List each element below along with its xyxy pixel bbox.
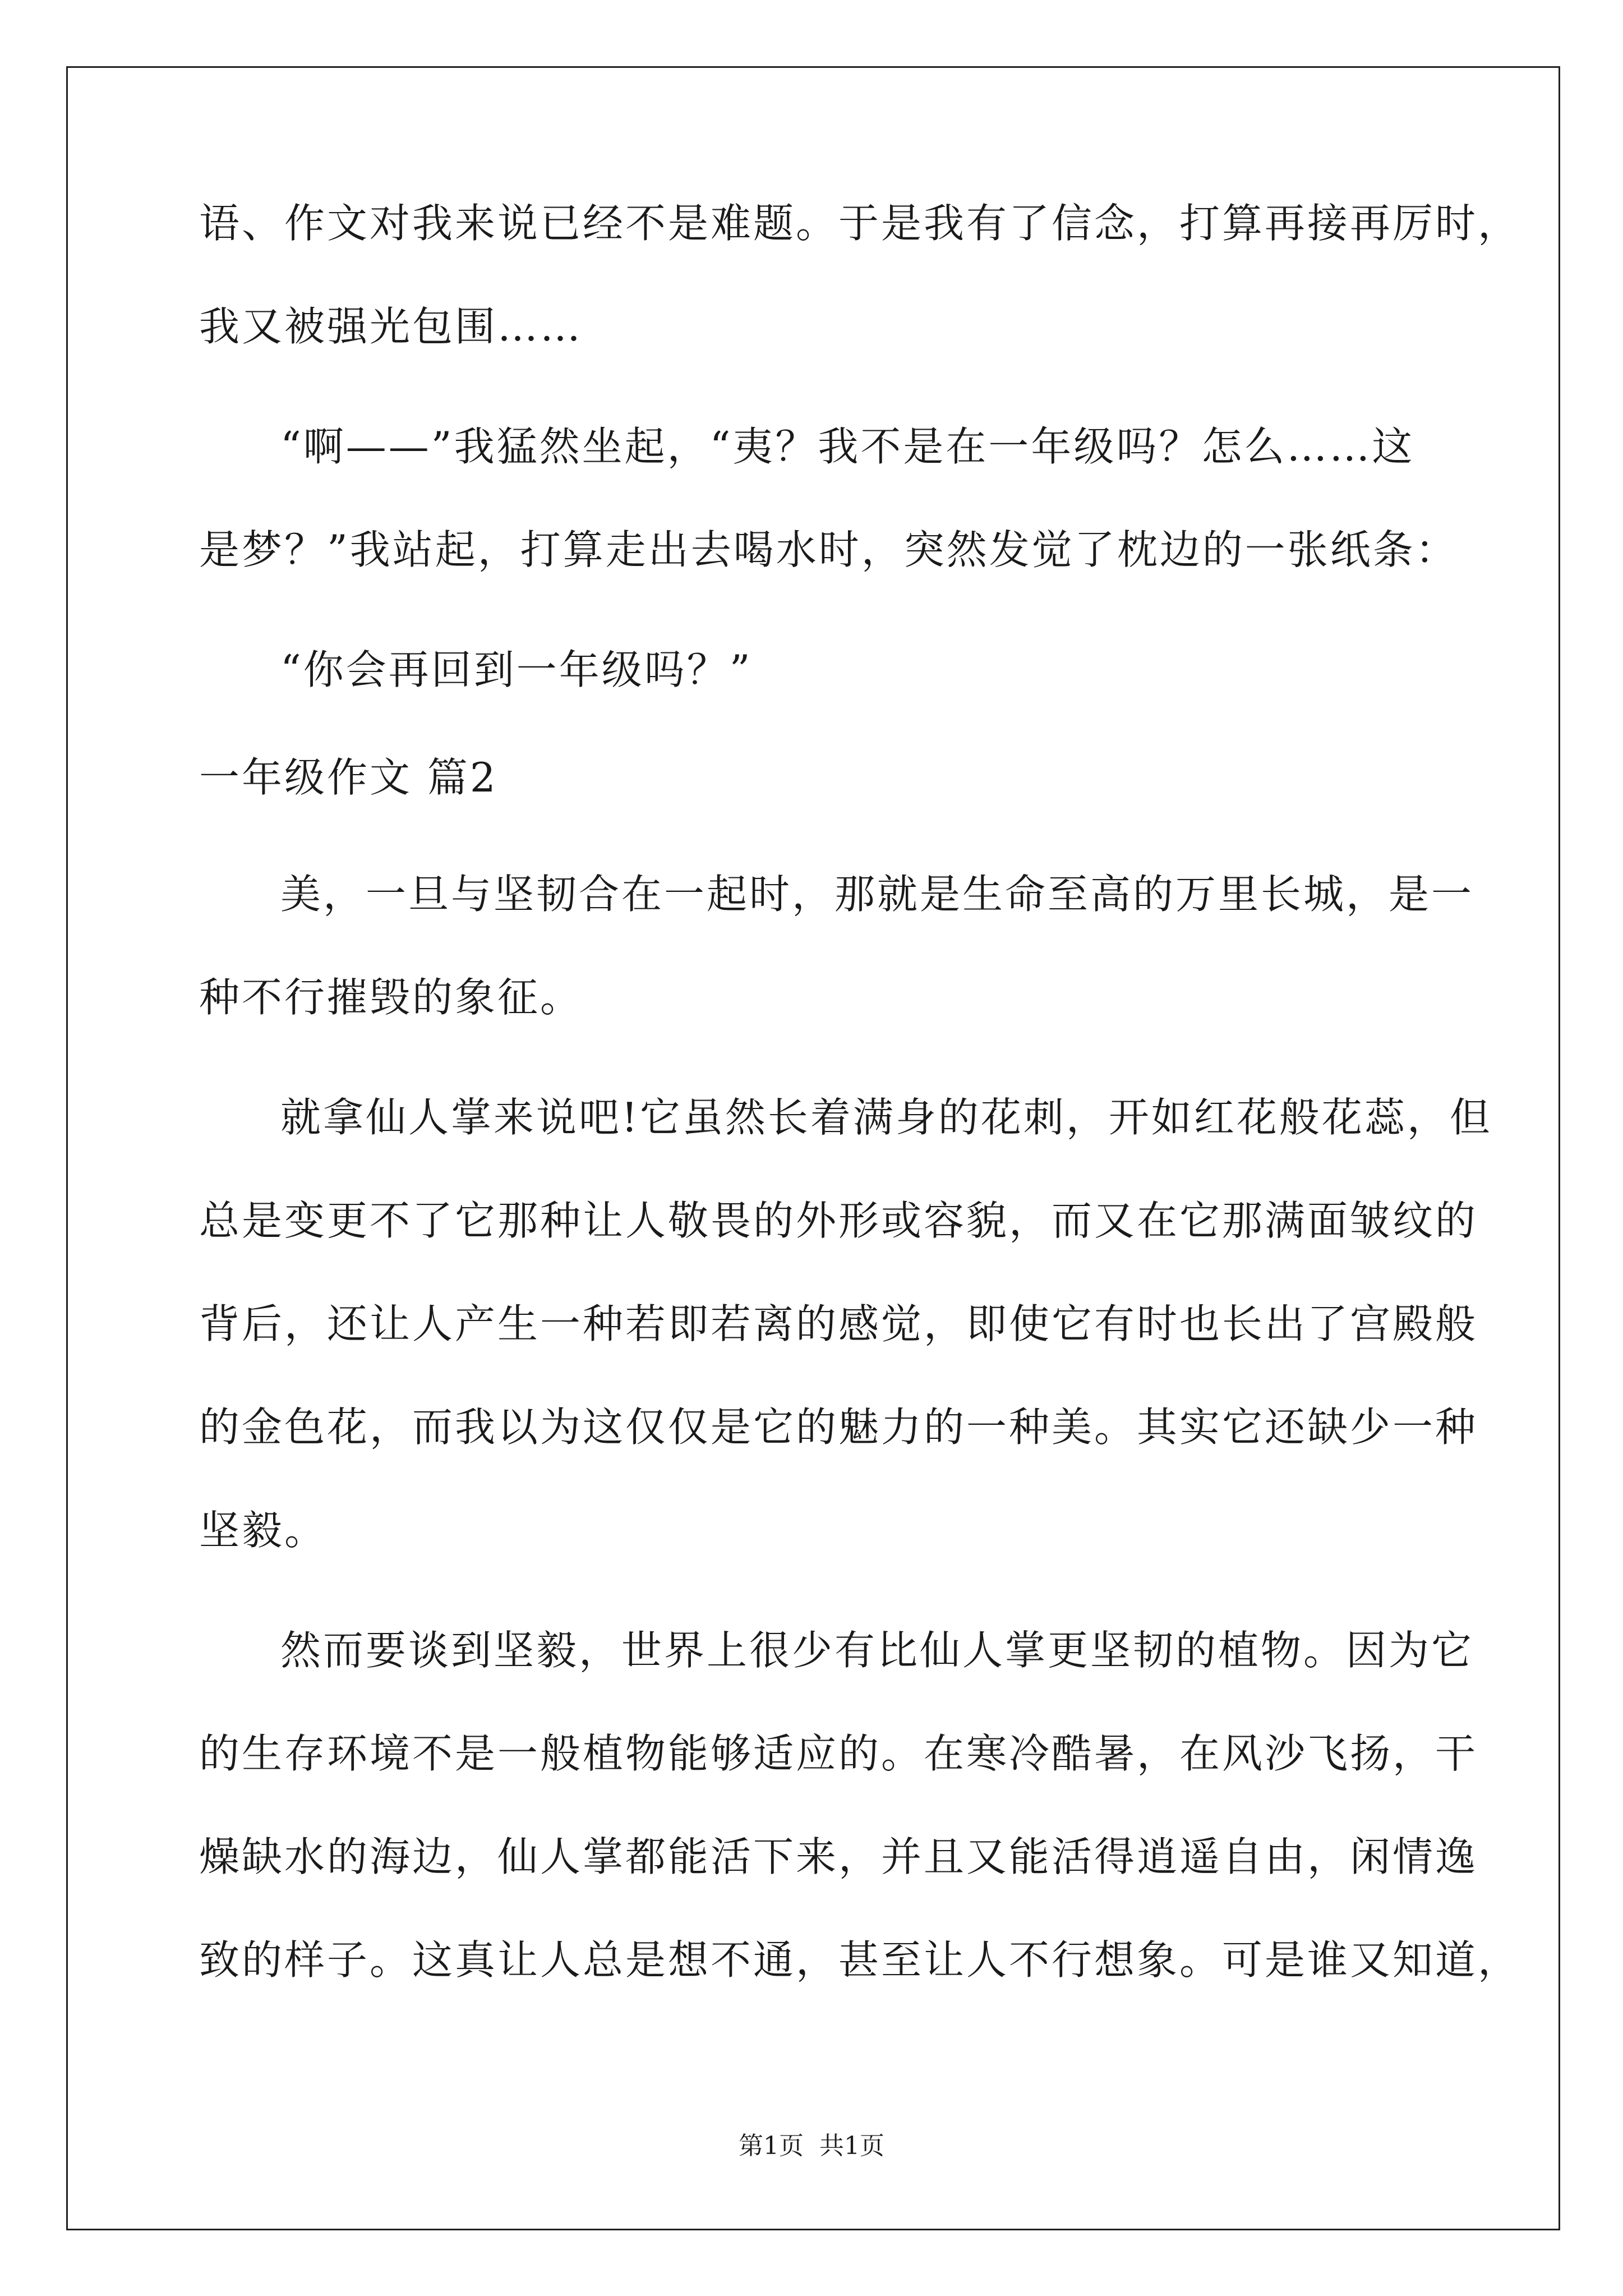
text-line: 的生存环境不是一般植物能够适应的。在寒冷酷暑，在风沙飞扬，干 xyxy=(199,1730,1478,1777)
text-line: 的金色花，而我以为这仅仅是它的魅力的一种美。其实它还缺少一种 xyxy=(199,1404,1478,1451)
text-line: 然而要谈到坚毅，世界上很少有比仙人掌更坚韧的植物。因为它 xyxy=(280,1627,1474,1674)
text-line: 我又被强光包围…… xyxy=(199,303,583,350)
text-line: 燥缺水的海边，仙人掌都能活下来，并且又能活得逍遥自由，闲情逸 xyxy=(199,1833,1478,1880)
text-line: 致的样子。这真让人总是想不通，甚至让人不行想象。可是谁又知道， xyxy=(199,1936,1521,1984)
text-line: “你会再回到一年级吗？” xyxy=(280,646,753,693)
text-line: 种不行摧毁的象征。 xyxy=(199,974,583,1021)
text-line: 坚毅。 xyxy=(199,1507,328,1554)
page-footer: 第1页 共1页 xyxy=(739,2132,884,2160)
page-border xyxy=(66,66,1560,2230)
text-line: 就拿仙人掌来说吧!它虽然长着满身的花刺，开如红花般花蕊，但 xyxy=(280,1094,1492,1141)
text-line: “啊——”我猛然坐起，“夷？我不是在一年级吗？怎么……这 xyxy=(280,423,1415,470)
text-line: 语、作文对我来说已经不是难题。于是我有了信念，打算再接再厉时， xyxy=(199,200,1521,247)
section-heading: 一年级作文 篇2 xyxy=(199,754,498,801)
text-line: 美，一旦与坚韧合在一起时，那就是生命至高的万里长城，是一 xyxy=(280,871,1474,918)
text-line: 背后，还让人产生一种若即若离的感觉，即使它有时也长出了宫殿般 xyxy=(199,1300,1478,1347)
text-line: 总是变更不了它那种让人敬畏的外形或容貌，而又在它那满面皱纹的 xyxy=(199,1197,1478,1244)
text-line: 是梦？”我站起，打算走出去喝水时，突然发觉了枕边的一张纸条： xyxy=(199,526,1458,573)
